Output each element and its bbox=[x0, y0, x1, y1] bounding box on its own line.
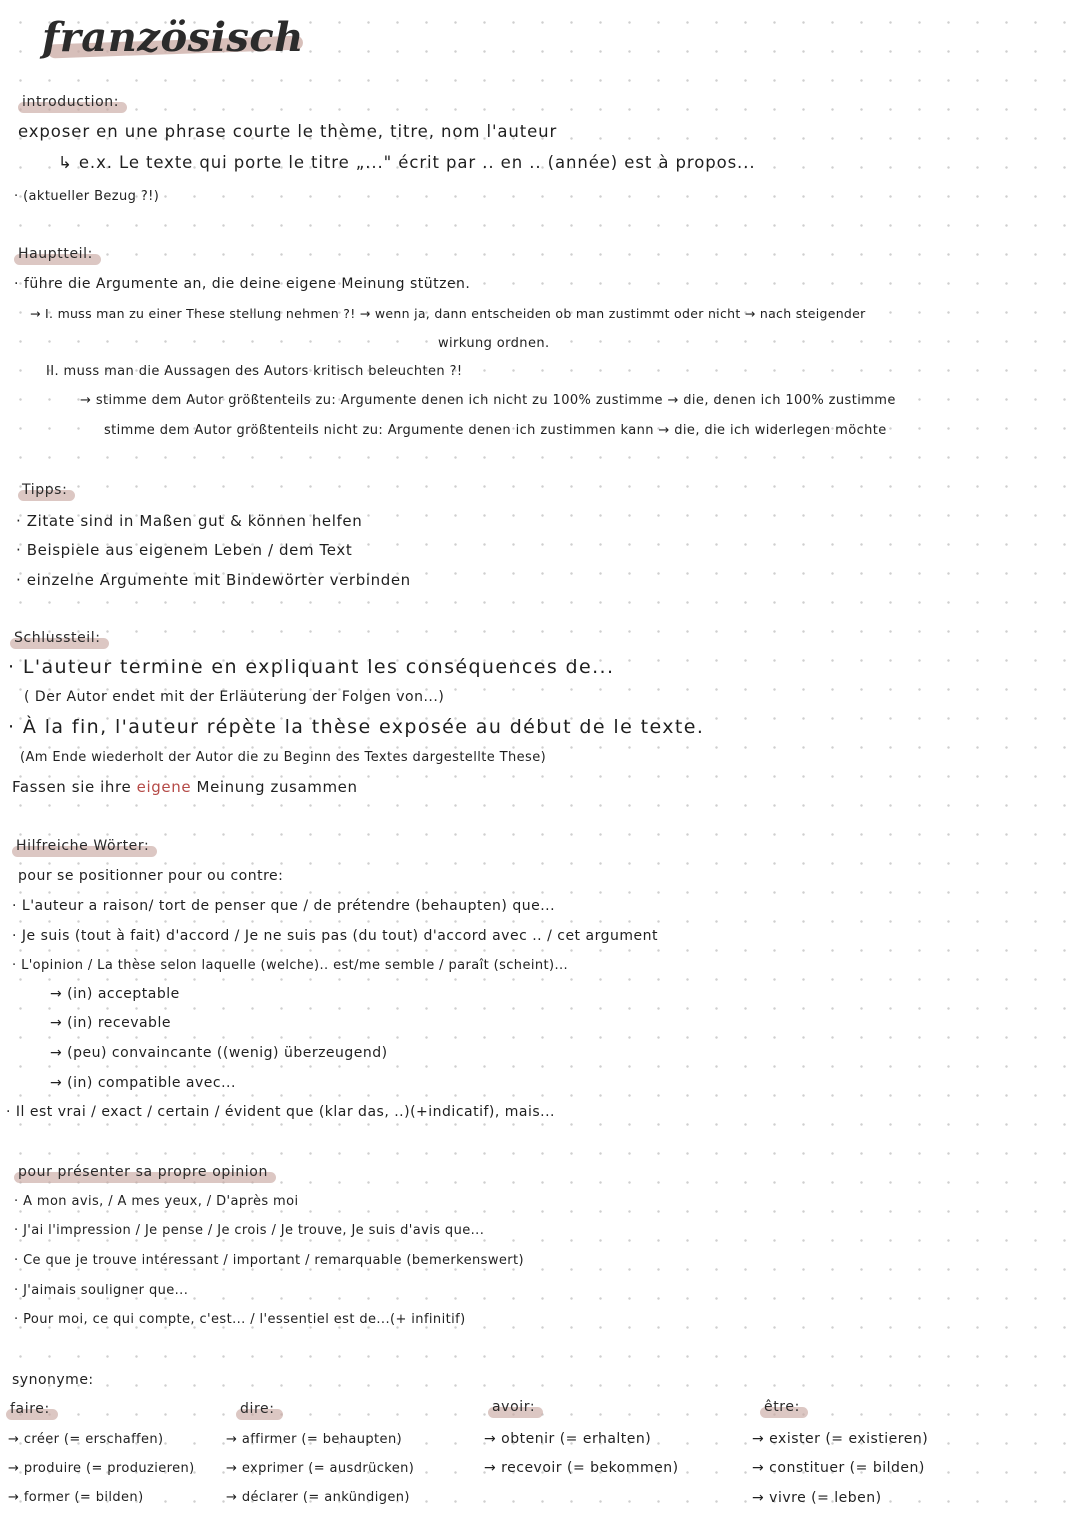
hilfreiche-intro: pour se positionner pour ou contre: bbox=[18, 868, 284, 884]
schlussteil-line-5: Fassen sie ihre eigene Meinung zusammen bbox=[12, 778, 358, 796]
hauptteil-line-3: wirkung ordnen. bbox=[438, 336, 550, 351]
propre-line-4: · J'aimais souligner que... bbox=[14, 1283, 189, 1298]
synonym-dire-heading: dire: bbox=[238, 1401, 279, 1417]
schlussteil-line-2: ( Der Autor endet mit der Erläuterung der Folgen von...) bbox=[24, 689, 445, 705]
schlussteil-heading: Schlussteil: bbox=[12, 630, 105, 646]
introduction-line-1: exposer en une phrase courte le thème, titre, nom l'auteur bbox=[18, 122, 558, 141]
synonym-etre-heading: être: bbox=[762, 1399, 804, 1415]
tipps-heading: Tipps: bbox=[20, 482, 71, 498]
synonym-etre-item: → vivre (= leben) bbox=[752, 1490, 882, 1506]
schlussteil-line-3: · À la fin, l'auteur répète la thèse exposée au début de le texte. bbox=[8, 716, 705, 738]
eigene-red-text: eigene bbox=[136, 778, 192, 796]
synonym-faire-item: → former (= bilden) bbox=[8, 1490, 144, 1505]
page-title: französisch bbox=[42, 14, 304, 61]
introduction-line-3: · (aktueller Bezug ?!) bbox=[14, 189, 160, 204]
propre-line-3: · Ce que je trouve intéressant / important / remarquable (bemerkenswert) bbox=[14, 1253, 524, 1268]
hauptteil-line-1: · führe die Argumente an, die deine eigene Meinung stützen. bbox=[14, 276, 471, 292]
propre-heading: pour présenter sa propre opinion bbox=[16, 1164, 272, 1180]
propre-line-5: · Pour moi, ce qui compte, c'est... / l'essentiel est de...(+ infinitif) bbox=[14, 1312, 466, 1327]
synonym-avoir-item: → recevoir (= bekommen) bbox=[484, 1460, 679, 1476]
synonym-dire-item: → affirmer (= behaupten) bbox=[226, 1432, 403, 1447]
hauptteil-line-2: → I. muss man zu einer These stellung nehmen ?! → wenn ja, dann entscheiden ob man zustimmt oder nicht → nach steigender bbox=[30, 306, 866, 321]
synonym-dire-item: → déclarer (= ankündigen) bbox=[226, 1490, 410, 1505]
introduction-heading: introduction: bbox=[20, 94, 123, 110]
propre-line-2: · J'ai l'impression / Je pense / Je crois / Je trouve, Je suis d'avis que... bbox=[14, 1223, 485, 1238]
synonym-etre-item: → exister (= existieren) bbox=[752, 1431, 929, 1447]
synonym-faire-item: → créer (= erschaffen) bbox=[8, 1432, 164, 1447]
schlussteil-line-1: · L'auteur termine en expliquant les conséquences de... bbox=[8, 656, 615, 678]
hauptteil-line-6: stimme dem Autor größtenteils nicht zu: Argumente denen ich zustimmen kann → die, die ich widerlegen möchte bbox=[104, 423, 887, 438]
tipps-item-3: · einzelne Argumente mit Bindewörter verbinden bbox=[16, 571, 411, 589]
synonym-faire-heading: faire: bbox=[8, 1401, 54, 1417]
hilfreiche-last: · Il est vrai / exact / certain / évident que (klar das, ..)(+indicatif), mais... bbox=[6, 1104, 556, 1120]
synonyme-heading: synonyme: bbox=[12, 1372, 94, 1388]
synonym-avoir-item: → obtenir (= erhalten) bbox=[484, 1431, 652, 1447]
hilfreiche-line-3: · L'opinion / La thèse selon laquelle (welche).. est/me semble / paraît (scheint)... bbox=[12, 958, 569, 973]
hilfreiche-arrow-1: → (in) acceptable bbox=[50, 986, 180, 1002]
hilfreiche-arrow-3: → (peu) convaincante ((wenig) überzeugend) bbox=[50, 1045, 388, 1061]
hauptteil-heading: Hauptteil: bbox=[16, 246, 97, 262]
hilfreiche-arrow-4: → (in) compatible avec... bbox=[50, 1075, 236, 1091]
synonym-faire-item: → produire (= produzieren) bbox=[8, 1461, 195, 1476]
hilfreiche-arrow-2: → (in) recevable bbox=[50, 1015, 171, 1031]
synonym-dire-item: → exprimer (= ausdrücken) bbox=[226, 1461, 415, 1476]
hilfreiche-line-2: · Je suis (tout à fait) d'accord / Je ne suis pas (du tout) d'accord avec .. / cet argument bbox=[12, 928, 658, 944]
synonym-avoir-heading: avoir: bbox=[490, 1399, 539, 1415]
propre-line-1: · A mon avis, / A mes yeux, / D'après moi bbox=[14, 1194, 299, 1209]
synonym-etre-item: → constituer (= bilden) bbox=[752, 1460, 925, 1476]
hilfreiche-heading: Hilfreiche Wörter: bbox=[14, 838, 153, 854]
tipps-item-1: · Zitate sind in Maßen gut & können helfen bbox=[16, 512, 363, 530]
hauptteil-line-4: II. muss man die Aussagen des Autors kritisch beleuchten ?! bbox=[46, 364, 463, 379]
hilfreiche-line-1: · L'auteur a raison/ tort de penser que / de prétendre (behaupten) que... bbox=[12, 898, 556, 914]
schlussteil-line-4: (Am Ende wiederholt der Autor die zu Beginn des Textes dargestellte These) bbox=[20, 750, 547, 765]
introduction-line-2: ↳ e.x. Le texte qui porte le titre „..." écrit par .. en .. (année) est à propos... bbox=[58, 153, 756, 172]
tipps-item-2: · Beispiele aus eigenem Leben / dem Text bbox=[16, 541, 353, 559]
hauptteil-line-5: → stimme dem Autor größtenteils zu: Argumente denen ich nicht zu 100% zustimme → die, denen ich 100% zustimme bbox=[80, 393, 896, 408]
